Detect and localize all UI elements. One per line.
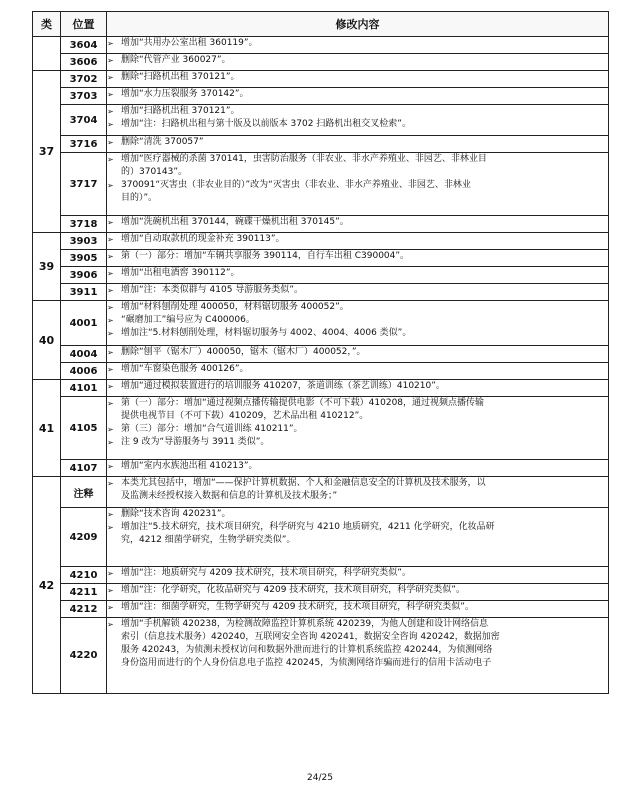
position-code: 3716 xyxy=(61,136,107,153)
table-row xyxy=(33,136,609,153)
line-text: 增加“注：本类似群与 4105 导游服务类似”。 xyxy=(121,285,303,295)
modification-content xyxy=(107,397,609,460)
class-number xyxy=(33,37,61,71)
bullet-arrow-icon: ➢ xyxy=(107,286,114,295)
modification-content xyxy=(107,601,609,618)
continuation-line xyxy=(107,657,608,670)
line-text: 服务 420243，为侦测未授权访问和数据外泄而进行的计算机系统监控 420244，为侦测网络 xyxy=(121,645,493,655)
header-position: 位置 xyxy=(61,12,107,37)
table-row xyxy=(33,477,609,508)
line-text: 索引（信息技术服务）420240，互联网安全咨询 420241，数据安全咨询 420242，数据加密 xyxy=(121,632,500,642)
bullet-arrow-icon: ➢ xyxy=(107,73,114,82)
bullet-line xyxy=(107,618,608,631)
bullet-arrow-icon: ➢ xyxy=(107,603,114,612)
bullet-line xyxy=(107,54,608,67)
bullet-arrow-icon: ➢ xyxy=(107,316,114,325)
table-row xyxy=(33,584,609,601)
position-code: 4212 xyxy=(61,601,107,618)
bullet-line xyxy=(107,105,608,118)
position-code: 4006 xyxy=(61,363,107,380)
header-content: 修改内容 xyxy=(107,12,609,37)
modification-table xyxy=(32,11,609,694)
line-text: 增加“手机解锁 420238，为检测故障监控计算机系统 420239，为他人创建和设计网络信息 xyxy=(121,619,489,629)
line-text: 删除“代管产业 360027”。 xyxy=(121,55,231,65)
position-code: 4105 xyxy=(61,397,107,460)
table-row xyxy=(33,508,609,567)
bullet-line xyxy=(107,436,608,449)
line-text: 增加“自动取款机的现金补充 390113”。 xyxy=(121,234,285,244)
bullet-line xyxy=(107,601,608,614)
line-text: 注 9 改为“导游服务与 3911 类似”。 xyxy=(121,437,270,447)
table-row xyxy=(33,301,609,346)
line-text: 增加“注：化学研究，化妆品研究与 4209 技术研究，技术项目研究，科学研究类似”。 xyxy=(121,585,465,595)
line-text: 身份盗用而进行的个人身份信息电子监控 420245，为侦测网络诈骗而进行的信用卡活动电子 xyxy=(121,658,492,668)
bullet-line xyxy=(107,88,608,101)
modification-content xyxy=(107,284,609,301)
line-text: 本类尤其包括中，增加“——保护计算机数据、个人和金融信息安全的计算机及技术服务，以 xyxy=(121,478,486,488)
line-text: 增加“材料刨削处理 400050，材料锯切服务 400052”。 xyxy=(121,302,349,312)
modification-content xyxy=(107,460,609,477)
bullet-arrow-icon: ➢ xyxy=(107,90,114,99)
continuation-line xyxy=(107,631,608,644)
continuation-line xyxy=(107,192,608,205)
bullet-line xyxy=(107,584,608,597)
bullet-arrow-icon: ➢ xyxy=(107,382,114,391)
bullet-arrow-icon: ➢ xyxy=(107,218,114,227)
table-row xyxy=(33,380,609,397)
position-code: 注释 xyxy=(61,477,107,508)
line-text: 增加“通过模拟装置进行的培训服务 410207，茶道训练（茶艺训练）410210”。 xyxy=(121,381,445,391)
table-row xyxy=(33,267,609,284)
line-text: 第（三）部分：增加“合气道训练 410211”。 xyxy=(121,424,303,434)
bullet-arrow-icon: ➢ xyxy=(107,399,114,408)
position-code: 3717 xyxy=(61,153,107,216)
bullet-arrow-icon: ➢ xyxy=(107,348,114,357)
table-row xyxy=(33,460,609,477)
table-row xyxy=(33,71,609,88)
modification-content xyxy=(107,508,609,567)
line-text: 增加“医疗器械的杀菌 370141，虫害防治服务（非农业、非水产养殖业、非园艺、非林业目 xyxy=(121,154,487,164)
class-number: 40 xyxy=(33,301,61,380)
line-text: 增加“共用办公室出租 360119”。 xyxy=(121,38,258,48)
bullet-line xyxy=(107,521,608,534)
line-text: 及监测未经授权接入数据和信息的计算机及技术服务；” xyxy=(121,491,338,501)
position-code: 4107 xyxy=(61,460,107,477)
bullet-line xyxy=(107,423,608,436)
bullet-arrow-icon: ➢ xyxy=(107,479,114,488)
table-row xyxy=(33,346,609,363)
modification-content xyxy=(107,88,609,105)
modification-content xyxy=(107,105,609,136)
line-text: 第（一）部分：增加“车辆共享服务 390114，自行车出租 C390004”。 xyxy=(121,251,410,261)
line-text: 增加“注：扫路机出租与第十版及以前版本 3702 扫路机出租交叉检索”。 xyxy=(121,119,411,129)
table-row xyxy=(33,216,609,233)
table-row xyxy=(33,397,609,460)
line-text: 增加“注：地质研究与 4209 技术研究，技术项目研究，科学研究类似”。 xyxy=(121,568,411,578)
position-code: 4210 xyxy=(61,567,107,584)
line-text: 增加“洗碗机出租 370144，碗碟干燥机出租 370145”。 xyxy=(121,217,349,227)
bullet-arrow-icon: ➢ xyxy=(107,235,114,244)
table-row xyxy=(33,363,609,380)
table-row xyxy=(33,88,609,105)
bullet-arrow-icon: ➢ xyxy=(107,107,114,116)
line-text: “碾磨加工”编号应为 C400006。 xyxy=(121,315,255,325)
position-code: 3604 xyxy=(61,37,107,54)
continuation-line xyxy=(107,534,608,547)
position-code: 3903 xyxy=(61,233,107,250)
position-code: 4211 xyxy=(61,584,107,601)
position-code: 4101 xyxy=(61,380,107,397)
table-row xyxy=(33,54,609,71)
modification-content xyxy=(107,216,609,233)
bullet-line xyxy=(107,314,608,327)
bullet-line xyxy=(107,216,608,229)
class-number: 37 xyxy=(33,71,61,233)
modification-content xyxy=(107,71,609,88)
bullet-arrow-icon: ➢ xyxy=(107,155,114,164)
bullet-arrow-icon: ➢ xyxy=(107,138,114,147)
bullet-arrow-icon: ➢ xyxy=(107,39,114,48)
position-code: 3911 xyxy=(61,284,107,301)
table-row xyxy=(33,601,609,618)
bullet-line xyxy=(107,477,608,490)
modification-content xyxy=(107,363,609,380)
position-code: 3906 xyxy=(61,267,107,284)
bullet-arrow-icon: ➢ xyxy=(107,586,114,595)
modification-content xyxy=(107,136,609,153)
position-code: 3905 xyxy=(61,250,107,267)
table-row xyxy=(33,250,609,267)
bullet-line xyxy=(107,71,608,84)
bullet-line xyxy=(107,301,608,314)
position-code: 4209 xyxy=(61,508,107,567)
position-code: 4220 xyxy=(61,618,107,694)
continuation-line xyxy=(107,490,608,503)
bullet-line xyxy=(107,37,608,50)
modification-content xyxy=(107,584,609,601)
modification-content xyxy=(107,267,609,284)
bullet-arrow-icon: ➢ xyxy=(107,425,114,434)
bullet-arrow-icon: ➢ xyxy=(107,120,114,129)
position-code: 3702 xyxy=(61,71,107,88)
modification-content xyxy=(107,346,609,363)
line-text: 的）370143”。 xyxy=(121,167,188,177)
modification-content xyxy=(107,618,609,694)
line-text: 增加“车窗染色服务 400126”。 xyxy=(121,364,249,374)
class-number: 41 xyxy=(33,380,61,477)
bullet-arrow-icon: ➢ xyxy=(107,269,114,278)
continuation-line xyxy=(107,166,608,179)
page-number: 24/25 xyxy=(307,773,333,783)
bullet-line xyxy=(107,363,608,376)
line-text: 增加“注：细菌学研究，生物学研究与 4209 技术研究，技术项目研究，科学研究类似”。 xyxy=(121,602,474,612)
bullet-arrow-icon: ➢ xyxy=(107,462,114,471)
line-text: 提供电视节目（不可下载）410209，艺术品出租 410212”。 xyxy=(121,411,369,421)
modification-content xyxy=(107,250,609,267)
bullet-line xyxy=(107,508,608,521)
position-code: 3718 xyxy=(61,216,107,233)
modification-content xyxy=(107,567,609,584)
bullet-arrow-icon: ➢ xyxy=(107,181,114,190)
class-number: 42 xyxy=(33,477,61,694)
bullet-line xyxy=(107,233,608,246)
bullet-arrow-icon: ➢ xyxy=(107,569,114,578)
bullet-line xyxy=(107,284,608,297)
bullet-arrow-icon: ➢ xyxy=(107,329,114,338)
bullet-line xyxy=(107,153,608,166)
position-code: 3606 xyxy=(61,54,107,71)
line-text: 删除“技术咨询 420231”。 xyxy=(121,509,231,519)
position-code: 4004 xyxy=(61,346,107,363)
table-header-row xyxy=(33,12,609,37)
line-text: 第（一）部分：增加“通过视频点播传输提供电影（不可下载）410208，通过视频点播传输 xyxy=(121,398,485,408)
bullet-line xyxy=(107,567,608,580)
bullet-arrow-icon: ➢ xyxy=(107,56,114,65)
line-text: 增加“水力压裂服务 370142”。 xyxy=(121,89,249,99)
line-text: 增加注“5.技术研究，技术项目研究，科学研究与 4210 地质研究，4211 化学研究，化妆品研 xyxy=(121,522,495,532)
position-code: 4001 xyxy=(61,301,107,346)
bullet-arrow-icon: ➢ xyxy=(107,523,114,532)
line-text: 删除“刨平（锯木厂）400050，锯木（锯木厂）400052，”。 xyxy=(121,347,366,357)
line-text: 增加注“5.材料刨削处理，材料锯切服务与 4002、4004、4006 类似”。 xyxy=(121,328,412,338)
line-text: 增加“扫路机出租 370121”。 xyxy=(121,106,240,116)
table-row xyxy=(33,618,609,694)
line-text: 删除“扫路机出租 370121”。 xyxy=(121,72,240,82)
continuation-line xyxy=(107,644,608,657)
bullet-arrow-icon: ➢ xyxy=(107,365,114,374)
modification-content xyxy=(107,301,609,346)
table-row xyxy=(33,153,609,216)
bullet-line xyxy=(107,267,608,280)
modification-content xyxy=(107,233,609,250)
bullet-line xyxy=(107,136,608,149)
modification-content xyxy=(107,37,609,54)
modification-content xyxy=(107,477,609,508)
bullet-line xyxy=(107,460,608,473)
position-code: 3704 xyxy=(61,105,107,136)
line-text: 370091“灭害虫（非农业目的）”改为“灭害虫（非农业、非水产养殖业、非园艺、非林业 xyxy=(121,180,471,190)
bullet-line xyxy=(107,397,608,410)
bullet-line xyxy=(107,250,608,263)
line-text: 增加“出租电酒窖 390112”。 xyxy=(121,268,240,278)
table-row xyxy=(33,567,609,584)
table-row xyxy=(33,105,609,136)
bullet-arrow-icon: ➢ xyxy=(107,438,114,447)
table-row xyxy=(33,233,609,250)
continuation-line xyxy=(107,410,608,423)
bullet-line xyxy=(107,380,608,393)
line-text: 增加“室内水族池出租 410213”。 xyxy=(121,461,258,471)
table-body xyxy=(33,37,609,694)
position-code: 3703 xyxy=(61,88,107,105)
bullet-arrow-icon: ➢ xyxy=(107,252,114,261)
header-class: 类 xyxy=(33,12,61,37)
modification-content xyxy=(107,54,609,71)
line-text: 目的）”。 xyxy=(121,193,158,203)
modification-content xyxy=(107,380,609,397)
line-text: 究，4212 细菌学研究，生物学研究类似”。 xyxy=(121,535,296,545)
bullet-line xyxy=(107,346,608,359)
line-text: 删除“清洗 370057” xyxy=(121,137,204,147)
class-number: 39 xyxy=(33,233,61,301)
bullet-line xyxy=(107,118,608,131)
modification-content xyxy=(107,153,609,216)
bullet-arrow-icon: ➢ xyxy=(107,620,114,629)
bullet-line xyxy=(107,179,608,192)
table-row xyxy=(33,37,609,54)
table-row xyxy=(33,284,609,301)
bullet-line xyxy=(107,327,608,340)
bullet-arrow-icon: ➢ xyxy=(107,303,114,312)
bullet-arrow-icon: ➢ xyxy=(107,510,114,519)
